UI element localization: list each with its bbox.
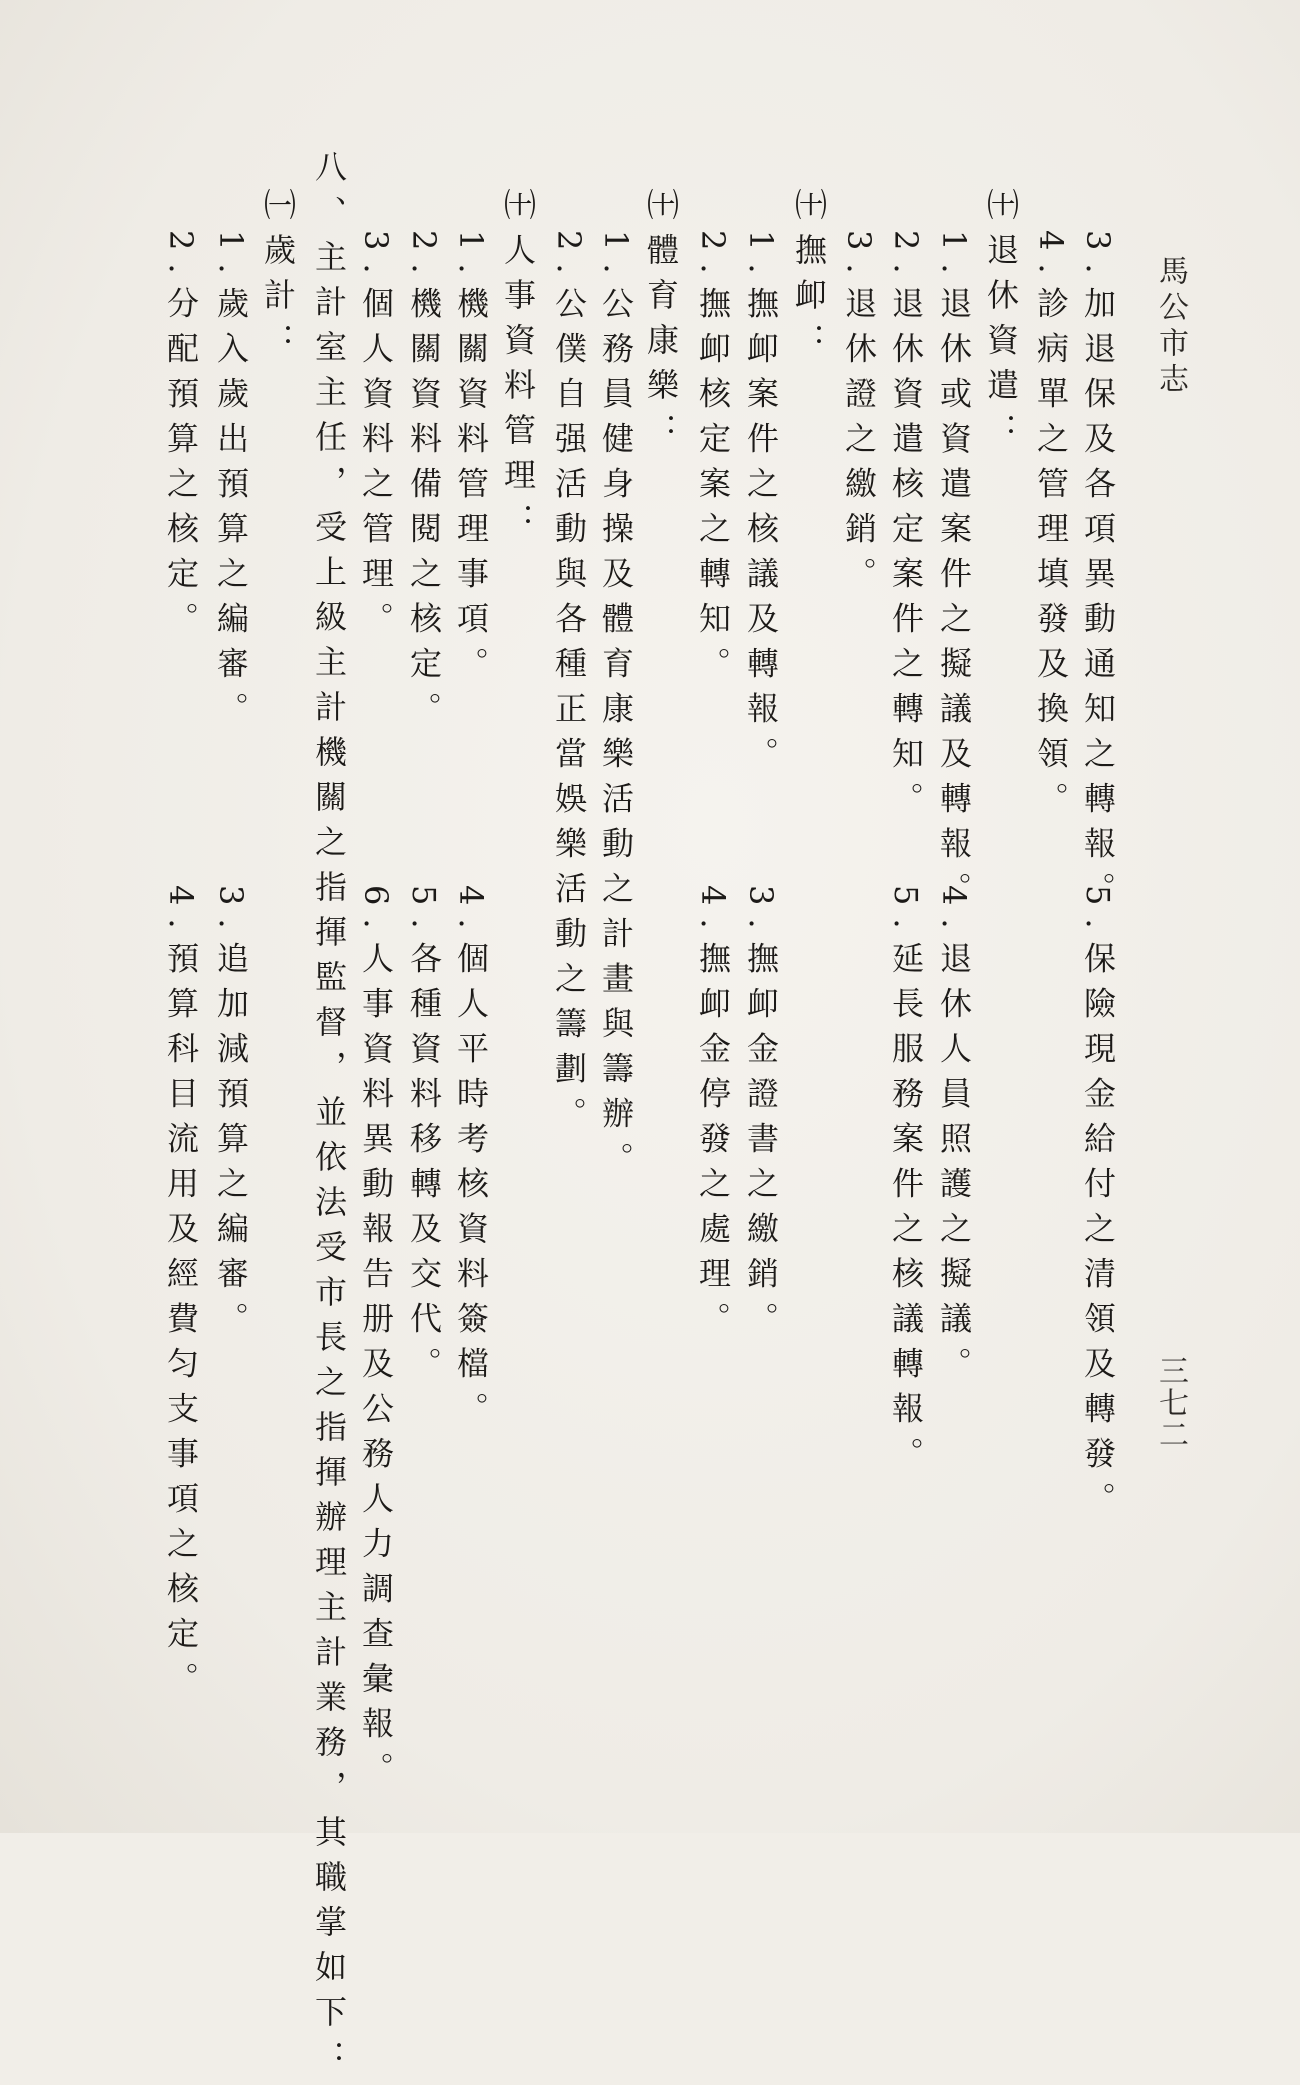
text-column: 4.退休人員照護之擬議。	[935, 885, 973, 1392]
text-column: 1.退休或資遣案件之擬議及轉報。	[935, 230, 973, 917]
text-column: 2.退休資遣核定案件之轉知。	[887, 230, 925, 827]
section-heading: ㈩體育康樂：	[642, 188, 680, 458]
text-column: 3.追加減預算之編審。	[212, 885, 250, 1347]
section-heading: ㈠歲計：	[259, 188, 297, 368]
text-column: 1.機關資料管理事項。	[452, 230, 490, 692]
text-column: 1.歲入歲出預算之編審。	[212, 230, 250, 737]
text-column: 1.公務員健身操及體育康樂活動之計畫與籌辦。	[597, 230, 635, 1187]
text-column: 2.分配預算之核定。	[162, 230, 200, 647]
chapter-heading: 八、主計室主任，受上級主計機關之指揮監督，並依法受市長之指揮辦理主計業務，其職掌如下：	[310, 150, 348, 2085]
text-column: 4.診病單之管理填發及換領。	[1032, 230, 1070, 827]
text-column: 4.撫卹金停發之處理。	[694, 885, 732, 1347]
text-column: 1.撫卹案件之核議及轉報。	[742, 230, 780, 782]
text-column: 4.預算科目流用及經費匀支事項之核定。	[162, 885, 200, 1707]
text-column: 4.個人平時考核資料簽檔。	[452, 885, 490, 1437]
text-column: 5.保險現金給付之清領及轉發。	[1079, 885, 1117, 1527]
text-column: 3.個人資料之管理。	[357, 230, 395, 647]
text-column: 3.加退保及各項異動通知之轉報。	[1079, 230, 1117, 917]
text-column: 5.延長服務案件之核議轉報。	[887, 885, 925, 1482]
text-column: 2.撫卹核定案之轉知。	[694, 230, 732, 692]
book-title: 馬公市志	[1153, 255, 1188, 399]
page-number: 三七二	[1153, 1355, 1188, 1451]
text-column: 2.公僕自强活動與各種正當娛樂活動之籌劃。	[550, 230, 588, 1142]
text-column: 2.機關資料備閱之核定。	[405, 230, 443, 737]
text-column: 3.退休證之繳銷。	[840, 230, 878, 602]
text-column: 6.人事資料異動報告册及公務人力調查彙報。	[357, 885, 395, 1797]
text-column: 5.各種資料移轉及交代。	[405, 885, 443, 1392]
text-column: 3.撫卹金證書之繳銷。	[742, 885, 780, 1347]
section-heading: ㈩退休資遣：	[982, 188, 1020, 458]
section-heading: ㈩撫卹：	[790, 188, 828, 368]
section-heading: ㈩人事資料管理：	[499, 188, 537, 548]
